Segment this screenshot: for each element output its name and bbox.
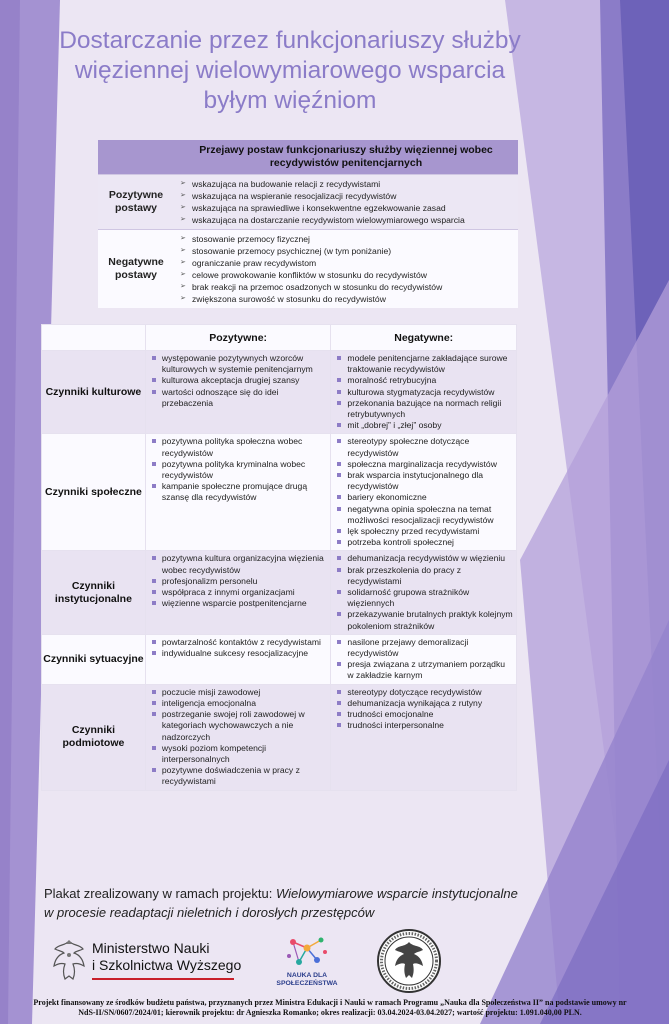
project-name: Wielowymiarowe wsparcie instytucjonalne w procesie readaptacji nieletnich i dorosłych przestępców — [44, 886, 518, 920]
list-item: przekazywanie brutalnych praktyk kolejnym pokoleniom strażników — [335, 609, 513, 631]
list-item: ➢ zwiększona surowość w stosunku do recydywistów — [180, 293, 514, 305]
list-item: współpraca z innymi organizacjami — [150, 587, 328, 598]
eagle-emblem-icon — [50, 938, 88, 982]
factors-row-situational — [42, 634, 517, 684]
list-item: pozytywna polityka społeczna wobec recydywistów — [150, 436, 328, 458]
university-seal-icon — [376, 928, 442, 994]
list-item: przekonania bazujące na normach religii retrybutywnych — [335, 398, 513, 420]
nauka-logo — [262, 934, 352, 990]
column-header-positive: Pozytywne: — [145, 325, 331, 351]
list-item: bariery ekonomiczne — [335, 492, 513, 503]
negative-list — [335, 637, 513, 682]
list-item: postrzeganie swojej roli zawodowej w kategoriach wychowawczych a nie nadzorczych — [150, 709, 328, 743]
list-item: pozytywne doświadczenia w pracy z recydywistami — [150, 765, 328, 787]
ministry-red-line — [92, 978, 234, 980]
list-item: społeczna marginalizacja recydywistów — [335, 459, 513, 470]
factors-header-corner — [42, 325, 146, 351]
list-item: ➢ brak reakcji na przemoc osadzonych w stosunku do recydywistów — [180, 281, 514, 293]
ministry-line-1: Ministerstwo Nauki — [92, 940, 210, 956]
row-label: Czynniki podmiotowe — [42, 684, 146, 790]
list-item: ➢ ograniczanie praw recydywistom — [180, 257, 514, 269]
list-item: modele penitencjarne zakładające surowe traktowanie recydywistów — [335, 353, 513, 375]
positive-list — [150, 436, 328, 503]
negative-list — [335, 353, 513, 431]
ministry-logo — [50, 938, 250, 984]
nauka-line-1: NAUKA DLA — [286, 972, 328, 979]
attitudes-header: Przejawy postaw funkcjonariuszy służby więziennej wobec recydywistów penitencjarnych — [174, 140, 518, 174]
row-label: Czynniki kulturowe — [42, 351, 146, 434]
factors-row-institutional — [42, 551, 517, 634]
attitudes-header-corner — [98, 140, 174, 174]
list-item: powtarzalność kontaktów z recydywistami — [150, 637, 328, 648]
row-label: Pozytywne postawy — [98, 174, 174, 229]
list-item: wysoki poziom kompetencji interpersonalnych — [150, 743, 328, 765]
list-item: negatywna opinia społeczna na temat możliwości resocjalizacji recydywistów — [335, 504, 513, 526]
list-item: ➢ wskazująca na wspieranie resocjalizacji recydywistów — [180, 190, 514, 202]
nauka-name — [262, 972, 352, 988]
list-item: więzienne wsparcie postpenitencjarne — [150, 598, 328, 609]
list-item: profesjonalizm personelu — [150, 576, 328, 587]
funding-footer: Projekt finansowany ze środków budżetu państwa, przyznanych przez Ministra Edukacji i Nauki w ramach Programu „Nauka dla Społeczeństwa II” na podstawie umowy nr NdS-II/SN/0607/2024/01; kierownik projektu: dr Agnieszka Romanko; okres realizacji: 03.04.2024-03.04.2027; wartość projektu: 1.091.040,00 PLN. — [33, 998, 627, 1017]
list-item: stereotypy dotyczące recydywistów — [335, 687, 513, 698]
positive-list — [150, 637, 328, 659]
list-item: presja związana z utrzymaniem porządku w zakładzie karnym — [335, 659, 513, 681]
list-item: brak wsparcia instytucjonalnego dla recydywistów — [335, 470, 513, 492]
list-item: występowanie pozytywnych wzorców kulturowych w systemie penitencjarnym — [150, 353, 328, 375]
list-item: kampanie społeczne promujące drugą szansę dla recydywistów — [150, 481, 328, 503]
attitudes-list — [180, 233, 514, 305]
negative-list — [335, 687, 513, 732]
factors-table — [41, 324, 517, 791]
list-item: dehumanizacja wynikająca z rutyny — [335, 698, 513, 709]
list-item: trudności emocjonalne — [335, 709, 513, 720]
list-item: pozytywna kultura organizacyjna więzienia wobec recydywistów — [150, 553, 328, 575]
list-item: moralność retrybucyjna — [335, 375, 513, 386]
attitudes-row-negative — [98, 229, 518, 308]
list-item: ➢ stosowanie przemocy psychicznej (w tym poniżanie) — [180, 245, 514, 257]
list-item: inteligencja emocjonalna — [150, 698, 328, 709]
list-item: kulturowa akceptacja drugiej szansy — [150, 375, 328, 386]
attitudes-table — [98, 140, 518, 308]
negative-list — [335, 553, 513, 631]
column-header-negative: Negatywne: — [331, 325, 517, 351]
list-item: stereotypy społeczne dotyczące recydywistów — [335, 436, 513, 458]
list-item: brak przeszkolenia do pracy z recydywistami — [335, 565, 513, 587]
list-item: poczucie misji zawodowej — [150, 687, 328, 698]
list-item: kulturowa stygmatyzacja recydywistów — [335, 387, 513, 398]
negative-list — [335, 436, 513, 548]
list-item: ➢ wskazująca na budowanie relacji z recydywistami — [180, 178, 514, 190]
list-item: dehumanizacja recydywistów w więzieniu — [335, 553, 513, 564]
list-item: potrzeba kontroli społecznej — [335, 537, 513, 548]
list-item: ➢ wskazująca na sprawiedliwe i konsekwentne egzekwowanie zasad — [180, 202, 514, 214]
row-label: Czynniki instytucjonalne — [42, 551, 146, 634]
factors-row-cultural — [42, 351, 517, 434]
ministry-line-2: i Szkolnictwa Wyższego — [92, 957, 242, 973]
nauka-line-2: SPOŁECZEŃSTWA — [276, 980, 338, 987]
positive-list — [150, 553, 328, 609]
network-icon — [285, 934, 329, 970]
page-title: Dostarczanie przez funkcjonariuszy służby więziennej wielowymiarowego wsparcia byłym więźniom — [59, 27, 521, 114]
factors-row-social — [42, 434, 517, 551]
project-prefix: Plakat zrealizowany w ramach projektu: — [44, 886, 276, 901]
list-item: indywidualne sukcesy resocjalizacyjne — [150, 648, 328, 659]
list-item: mit „dobrej” i „złej” osoby — [335, 420, 513, 431]
list-item: pozytywna polityka kryminalna wobec recydywistów — [150, 459, 328, 481]
list-item: wartości odnoszące się do idei przebaczenia — [150, 387, 328, 409]
attitudes-list — [180, 178, 514, 226]
list-item: solidarność grupowa strażników więziennych — [335, 587, 513, 609]
list-item: ➢ wskazująca na dostarczanie recydywistom wielowymiarowego wsparcia — [180, 214, 514, 226]
list-item: nasilone przejawy demoralizacji recydywistów — [335, 637, 513, 659]
row-label: Negatywne postawy — [98, 229, 174, 308]
ministry-name — [92, 940, 241, 974]
list-item: lęk społeczny przed recydywistami — [335, 526, 513, 537]
attitudes-row-positive — [98, 174, 518, 229]
factors-row-subjective — [42, 684, 517, 790]
project-statement — [44, 884, 524, 922]
list-item: ➢ celowe prowokowanie konfliktów w stosunku do recydywistów — [180, 269, 514, 281]
list-item: ➢ stosowanie przemocy fizycznej — [180, 233, 514, 245]
positive-list — [150, 687, 328, 788]
row-label: Czynniki społeczne — [42, 434, 146, 551]
list-item: trudności interpersonalne — [335, 720, 513, 731]
positive-list — [150, 353, 328, 409]
row-label: Czynniki sytuacyjne — [42, 634, 146, 684]
